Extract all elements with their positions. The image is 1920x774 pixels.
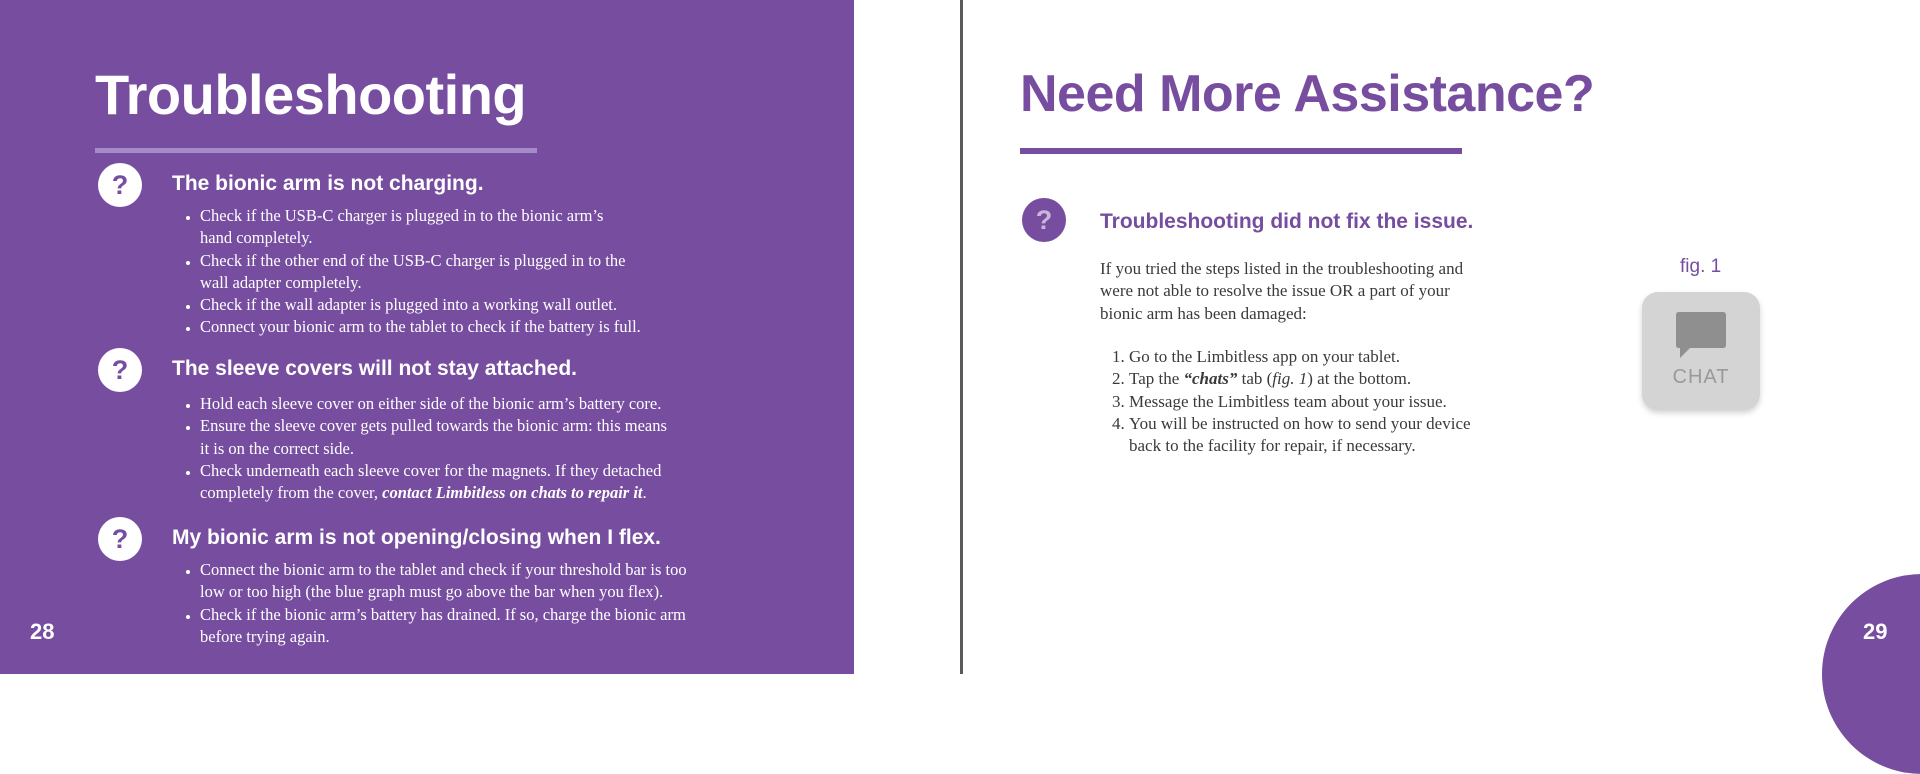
book-spine xyxy=(960,0,963,674)
list-item: • Check underneath each sleeve cover for the magnets. If they detached completely from the cover, contact Limbitless on chats to repair it. xyxy=(200,460,667,505)
list-item: 2. Tap the “chats” tab (fig. 1) at the bottom. xyxy=(1129,368,1569,390)
figure-label: fig. 1 xyxy=(1680,256,1722,277)
left-page xyxy=(0,0,854,674)
section-heading: The sleeve covers will not stay attached. xyxy=(172,357,577,380)
body-text: If you tried the steps listed in the troubleshooting and were not able to resolve the issue OR a part of your bionic arm has been damaged: xyxy=(1100,259,1464,323)
list-item: 4. You will be instructed on how to send your device back to the facility for repair, if necessary. xyxy=(1129,413,1569,458)
steps-list xyxy=(1100,346,1569,457)
list-item: • Check if the USB-C charger is plugged in to the bionic arm’s hand completely. xyxy=(200,205,641,250)
page-title: Need More Assistance? xyxy=(1020,65,1595,123)
page-corner-tab xyxy=(1822,574,1920,774)
list-item: • Check if the bionic arm’s battery has drained. If so, charge the bionic arm before trying again. xyxy=(200,604,687,649)
list-item: 1. Go to the Limbitless app on your tablet. xyxy=(1129,346,1569,368)
page-title: Troubleshooting xyxy=(95,63,527,126)
emphasis-text: contact Limbitless on chats to repair it xyxy=(382,483,643,503)
section-heading: The bionic arm is not charging. xyxy=(172,172,484,195)
chat-label: CHAT xyxy=(1672,366,1730,388)
title-underline xyxy=(95,148,537,153)
list-item: • Hold each sleeve cover on either side of the bionic arm’s battery core. xyxy=(200,393,667,415)
list-item: • Check if the other end of the USB-C charger is plugged in to the wall adapter completely. xyxy=(200,250,641,295)
bullet-list xyxy=(172,393,667,504)
list-item: • Check if the wall adapter is plugged into a working wall outlet. xyxy=(200,294,641,316)
question-icon: ? xyxy=(1022,198,1066,242)
list-item: • Connect your bionic arm to the tablet to check if the battery is full. xyxy=(200,316,641,338)
list-item: 3. Message the Limbitless team about your issue. xyxy=(1129,391,1569,413)
chats-emphasis: “chats” xyxy=(1183,369,1238,389)
bullet-list xyxy=(172,559,687,648)
chat-tab-figure xyxy=(1642,292,1760,410)
question-icon: ? xyxy=(98,348,142,392)
question-icon: ? xyxy=(98,163,142,207)
question-icon: ? xyxy=(98,517,142,561)
page-number: 28 xyxy=(30,619,55,644)
page-number: 29 xyxy=(1863,619,1888,644)
section-heading: Troubleshooting did not fix the issue. xyxy=(1100,210,1474,233)
list-item: • Ensure the sleeve cover gets pulled towards the bionic arm: this means it is on the correct side. xyxy=(200,415,667,460)
section-heading: My bionic arm is not opening/closing when I flex. xyxy=(172,526,661,549)
list-item: • Connect the bionic arm to the tablet and check if your threshold bar is too low or too high (the blue graph must go above the bar when you flex). xyxy=(200,559,687,604)
title-underline xyxy=(1020,148,1462,154)
chat-bubble-icon xyxy=(1676,312,1726,358)
bullet-list xyxy=(172,205,641,339)
